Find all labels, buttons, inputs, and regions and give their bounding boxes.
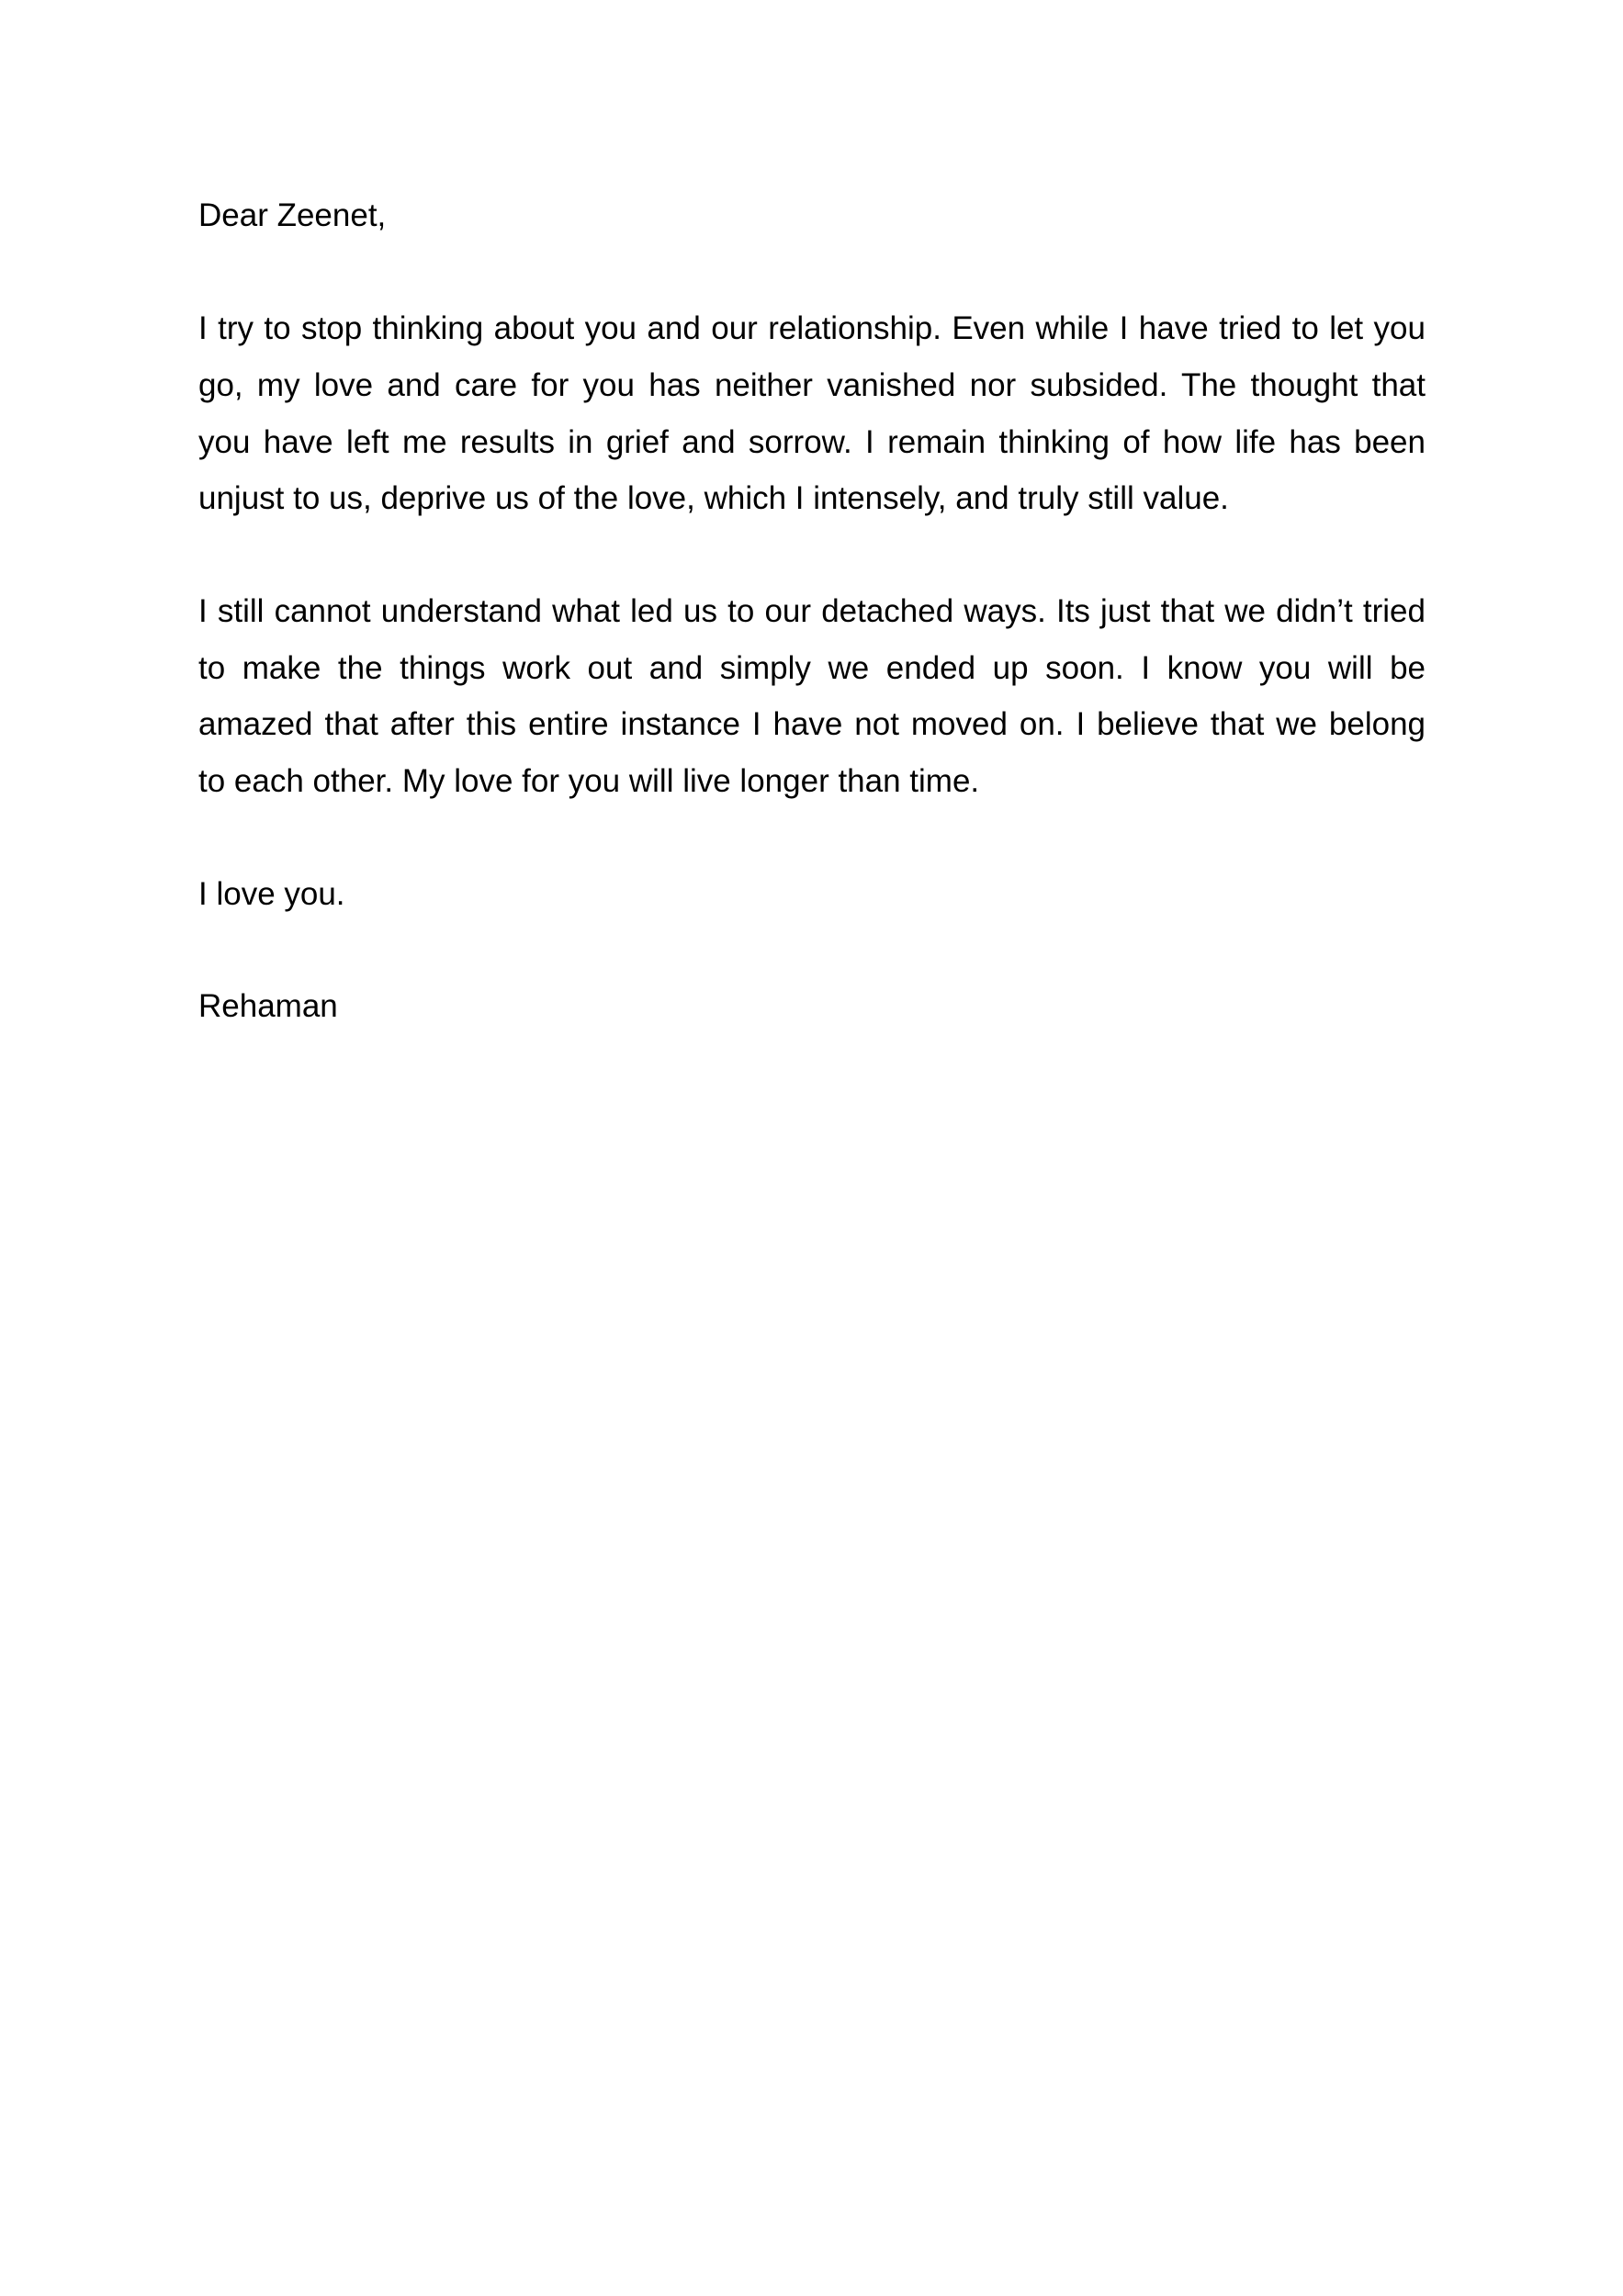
paragraph-line: you have left me results in grief and sorrow. I remain thinking of how life has been	[198, 424, 1426, 460]
paragraph-line: I try to stop thinking about you and our relationship. Even while I have tried to let you	[198, 310, 1426, 346]
paragraph-line: amazed that after this entire instance I have not moved on. I believe that we belong	[198, 706, 1426, 742]
paragraph-line: go, my love and care for you has neither vanished nor subsided. The thought that	[198, 367, 1426, 403]
signature: Rehaman	[198, 988, 338, 1024]
paragraph-line: to each other. My love for you will live longer than time.	[198, 763, 980, 799]
closing: I love you.	[198, 876, 345, 912]
paragraph-line: unjust to us, deprive us of the love, which I intensely, and truly still value.	[198, 480, 1229, 516]
salutation: Dear Zeenet,	[198, 197, 387, 233]
paragraph-line: I still cannot understand what led us to our detached ways. Its just that we didn’t tried	[198, 593, 1426, 629]
paragraph-line: to make the things work out and simply we ended up soon. I know you will be	[198, 650, 1426, 686]
